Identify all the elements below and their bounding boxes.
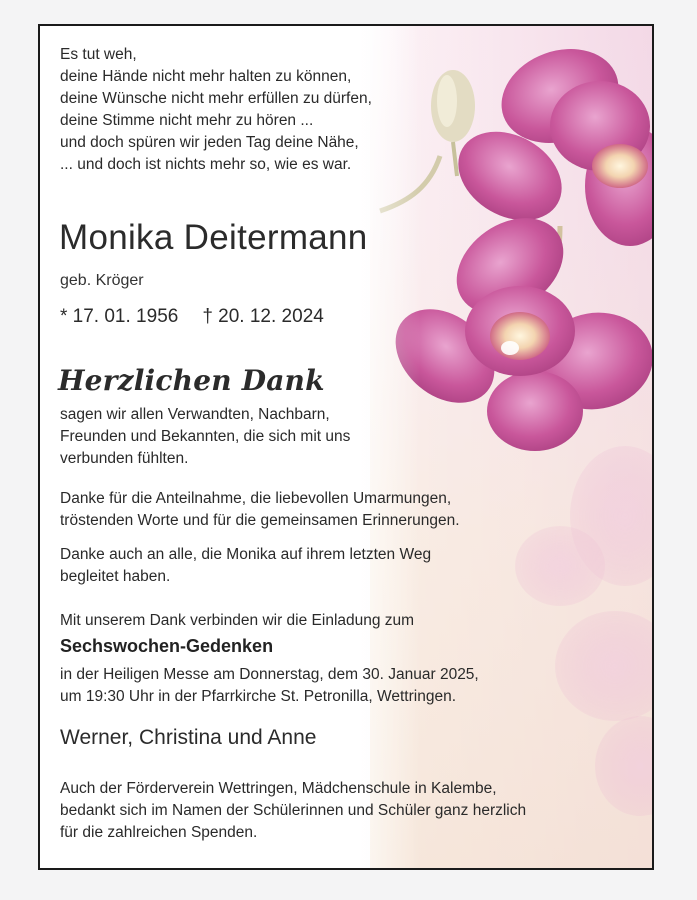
text-line: Danke für die Anteilnahme, die liebevollen Umarmungen, [60,490,452,507]
birth-date: * 17. 01. 1956 [60,306,179,327]
text-line: Auch der Förderverein Wettringen, Mädchenschule in Kalembe, [60,780,497,797]
thanks-paragraph [60,404,350,470]
text-line: für die zahlreichen Spenden. [60,824,258,841]
text-line: Danke auch an alle, die Monika auf ihrem letzten Weg [60,546,432,563]
poem-line: deine Hände nicht mehr halten zu können, [60,68,352,85]
life-dates [60,306,324,328]
deceased-name: Monika Deitermann [59,218,368,257]
thanks-paragraph [60,544,431,588]
memorial-poem [60,44,372,176]
thanks-heading: Herzlichen Dank [58,364,325,397]
text-line: begleitet haben. [60,568,171,585]
text-line: sagen wir allen Verwandten, Nachbarn, [60,406,330,423]
poem-line: und doch spüren wir jeden Tag deine Nähe, [60,134,359,151]
event-details [60,664,479,708]
text-line: verbunden fühlten. [60,450,189,467]
text-line: tröstenden Worte und für die gemeinsamen Erinnerungen. [60,512,460,529]
text-line: um 19:30 Uhr in der Pfarrkirche St. Petronilla, Wettringen. [60,688,456,705]
death-date: † 20. 12. 2024 [202,306,324,327]
poem-line: Es tut weh, [60,46,137,63]
poem-line: deine Stimme nicht mehr zu hören ... [60,112,314,129]
thanks-paragraph [60,488,460,532]
event-title: Sechswochen-Gedenken [60,636,274,656]
poem-line: ... und doch ist nichts mehr so, wie es war. [60,156,352,173]
family-signatures: Werner, Christina und Anne [60,726,317,749]
text-line: Freunden und Bekannten, die sich mit uns [60,428,351,445]
poem-line: deine Wünsche nicht mehr erfüllen zu dürfen, [60,90,372,107]
invitation-intro: Mit unserem Dank verbinden wir die Einladung zum [60,612,415,629]
obituary-card [38,24,654,870]
maiden-name: geb. Kröger [60,272,144,289]
obituary-text [40,26,652,868]
text-line: in der Heiligen Messe am Donnerstag, dem 30. Januar 2025, [60,666,479,683]
text-line: bedankt sich im Namen der Schülerinnen und Schüler ganz herzlich [60,802,527,819]
donation-note [60,778,526,844]
